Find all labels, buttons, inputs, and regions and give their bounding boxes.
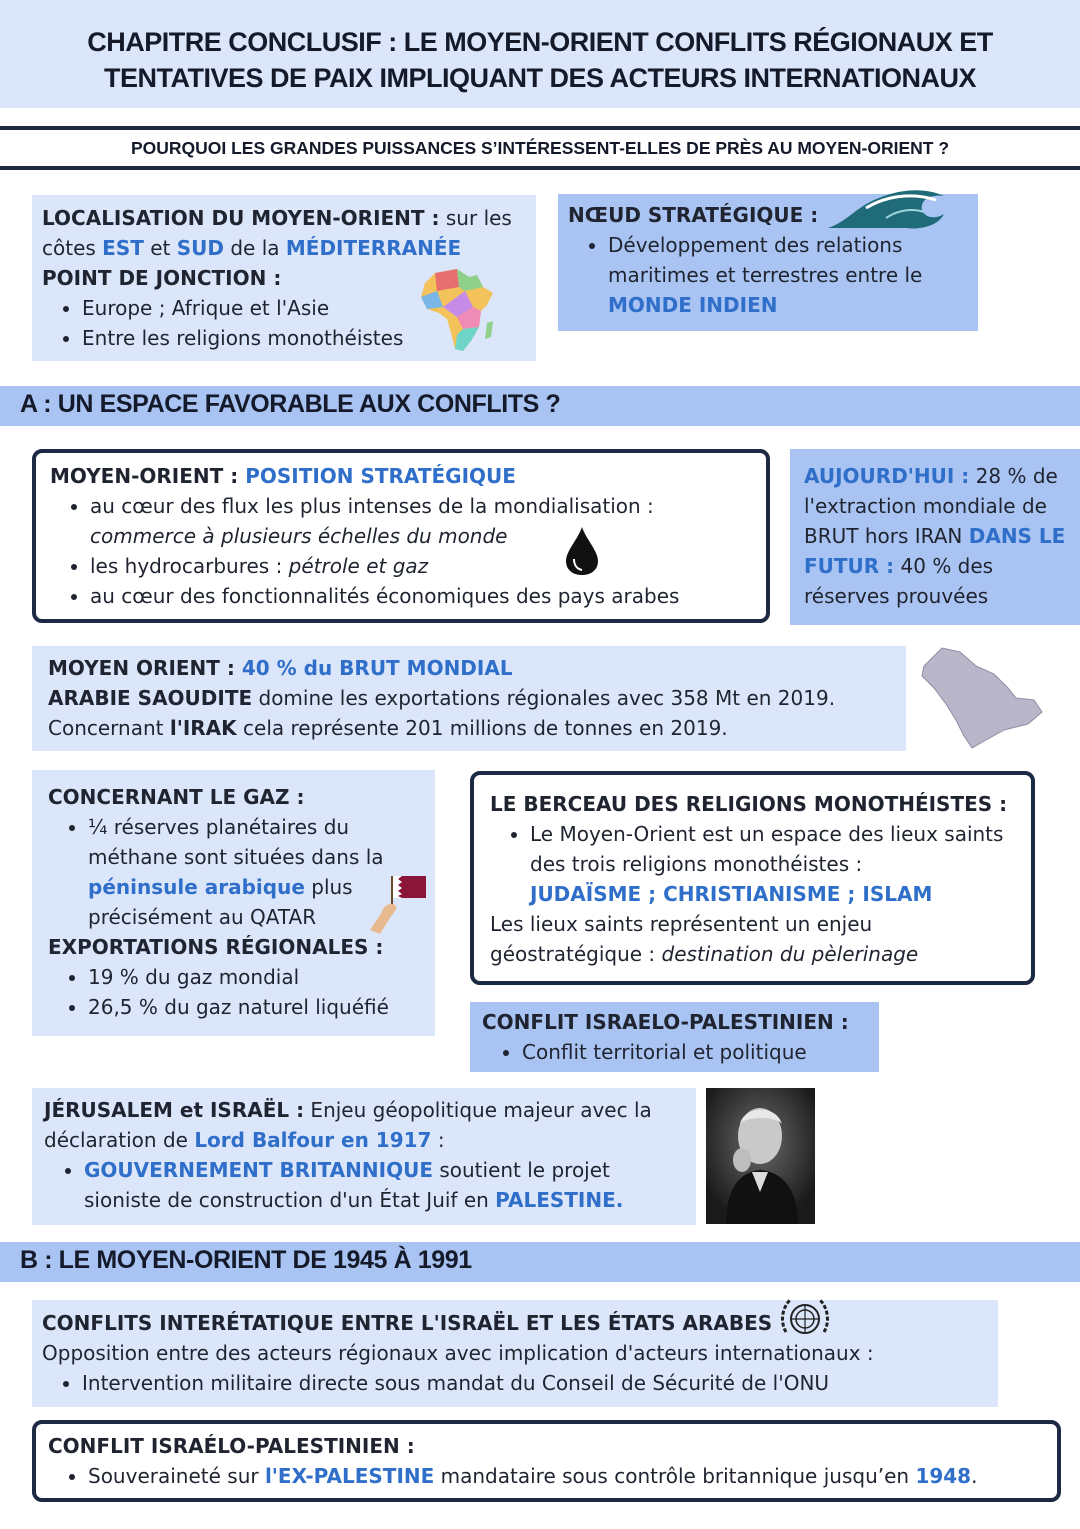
position-heading: MOYEN-ORIENT :: [50, 464, 246, 488]
section-b-banner: [0, 1242, 1080, 1282]
list-item: • ¼ réserves planétaires du méthane sont situées dans la péninsule arabique plus précisément au QATAR: [88, 812, 393, 932]
un-emblem-icon: [778, 1292, 832, 1346]
localisation-heading: LOCALISATION DU MOYEN-ORIENT :: [42, 206, 440, 230]
future-label: DANS LE FUTUR :: [804, 524, 1066, 578]
balfour-portrait: [706, 1088, 815, 1224]
gaz-box: [32, 770, 435, 1036]
list-item: • au cœur des flux les plus intenses de la mondialisation : commerce à plusieurs échelles du monde: [90, 491, 752, 551]
page-title-line1: CHAPITRE CONCLUSIF : LE MOYEN-ORIENT CONFLITS RÉGIONAUX ET: [87, 27, 993, 57]
list-item: • Le Moyen-Orient est un espace des lieux saints des trois religions monothéistes : JUDAÏSME ; CHRISTIANISME ; ISLAM: [530, 819, 1015, 909]
list-item: • Intervention militaire directe sous mandat du Conseil de Sécurité de l'ONU: [82, 1368, 988, 1398]
question-text: POURQUOI LES GRANDES PUISSANCES S’INTÉRESSENT-ELLES DE PRÈS AU MOYEN-ORIENT ?: [130, 138, 950, 158]
interetatique-heading: CONFLITS INTERÉTATIQUE ENTRE L'ISRAËL ET LES ÉTATS ARABES: [42, 1311, 773, 1335]
export-heading: EXPORTATIONS RÉGIONALES :: [48, 935, 384, 959]
jerusalem-box: JÉRUSALEM et ISRAËL : Enjeu géopolitique majeur avec la déclaration de Lord Balfour en 1917 : • GOUVERNEMENT BRITANNIQUE soutient le projet sioniste de construction d'un État Juif en PALESTINE.: [32, 1088, 696, 1225]
list-item: • 19 % du gaz mondial: [88, 962, 419, 992]
localisation-box: LOCALISATION DU MOYEN-ORIENT : sur les côtes EST et SUD de la MÉDITERRANÉE POINT DE JONCTION : • Europe ; Afrique et l'Asie • Entre les religions monothéistes: [32, 195, 536, 361]
section-a-banner: [0, 386, 1080, 426]
list-item: • les hydrocarbures : pétrole et gaz: [90, 551, 752, 581]
conflit-box: [470, 1002, 879, 1072]
section-a-title: A : UN ESPACE FAVORABLE AUX CONFLITS ?: [20, 390, 561, 418]
today-label: AUJOURD'HUI :: [804, 464, 970, 488]
list-item: • GOUVERNEMENT BRITANNIQUE soutient le projet sioniste de construction d'un État Juif en PALESTINE.: [84, 1155, 684, 1215]
list-item: • Conflit territorial et politique: [522, 1037, 867, 1067]
saudi-map-icon: [916, 644, 1044, 750]
brut-heading: MOYEN ORIENT :: [48, 656, 242, 680]
list-item: • 26,5 % du gaz naturel liquéfié: [88, 992, 419, 1022]
list-item: • Développement des relations maritimes et terrestres entre le MONDE INDIEN: [608, 230, 968, 320]
question-bar: [0, 126, 1080, 170]
wave-icon: [826, 178, 956, 230]
list-item: • au cœur des fonctionnalités économiques des pays arabes: [90, 581, 752, 611]
list-item: • Europe ; Afrique et l'Asie: [82, 293, 526, 323]
today-box: AUJOURD'HUI : 28 % de l'extraction mondiale de BRUT hors IRAN DANS LE FUTUR : 40 % des réserves prouvées: [790, 449, 1080, 625]
page-title-line2: TENTATIVES DE PAIX IMPLIQUANT DES ACTEURS INTERNATIONAUX: [103, 63, 977, 93]
jerusalem-heading: JÉRUSALEM et ISRAËL :: [44, 1098, 305, 1122]
berceau-heading: LE BERCEAU DES RELIGIONS MONOTHÉISTES :: [490, 792, 1008, 816]
conflit-heading: CONFLIT ISRAELO-PALESTINIEN :: [482, 1010, 849, 1034]
position-box: MOYEN-ORIENT : POSITION STRATÉGIQUE • au cœur des flux les plus intenses de la mondialisation : commerce à plusieurs échelles du monde • les hydrocarbures : pétrole et gaz • au cœur des fonctionnalités économiques des pays arabes: [32, 449, 770, 623]
africa-map-icon: [417, 267, 497, 355]
list-item: • Souveraineté sur l'EX-PALESTINE mandataire sous contrôle britannique jusqu’en 1948.: [88, 1461, 1045, 1491]
title-banner: [0, 0, 1080, 108]
interetatique-box: CONFLITS INTERÉTATIQUE ENTRE L'ISRAËL ET LES ÉTATS ARABES Opposition entre des acteurs régionaux avec implication d'acteurs internationaux : • Intervention militaire directe sous mandat du Conseil de Sécurité de l'ONU: [32, 1300, 998, 1407]
section-b-title: B : LE MOYEN-ORIENT DE 1945 À 1991: [20, 1246, 472, 1274]
qatar-flag-hand-icon: [362, 872, 428, 936]
brut-box: MOYEN ORIENT : 40 % du BRUT MONDIAL ARABIE SAOUDITE domine les exportations régionales avec 358 Mt en 2019. Concernant l'IRAK cela représente 201 millions de tonnes en 2019.: [32, 646, 906, 751]
junction-heading: POINT DE JONCTION :: [42, 266, 282, 290]
noeud-box: [558, 194, 978, 331]
list-item: • Entre les religions monothéistes: [82, 323, 526, 353]
gaz-heading: CONCERNANT LE GAZ :: [48, 785, 305, 809]
conflit2-box: [32, 1420, 1061, 1502]
conflit2-heading: CONFLIT ISRAÉLO-PALESTINIEN :: [48, 1434, 415, 1458]
noeud-heading: NŒUD STRATÉGIQUE :: [568, 203, 819, 227]
berceau-box: LE BERCEAU DES RELIGIONS MONOTHÉISTES : • Le Moyen-Orient est un espace des lieux saints des trois religions monothéistes : JUDAÏSME ; CHRISTIANISME ; ISLAM Les lieux saints représentent un enjeu géostratégique : destination du pèlerinage: [470, 771, 1035, 985]
oil-drop-icon: [564, 525, 600, 577]
